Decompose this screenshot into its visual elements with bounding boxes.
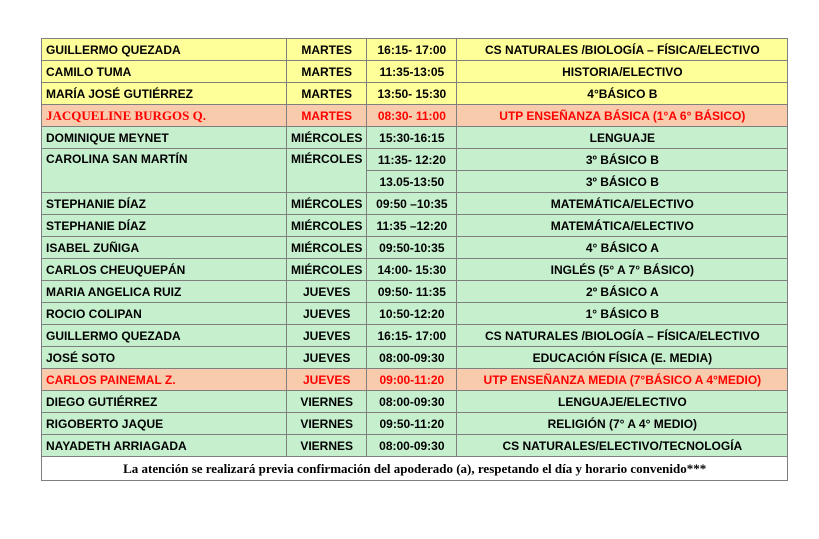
teacher-name: CARLOS CHEUQUEPÁN <box>42 259 287 281</box>
table-row <box>42 391 788 413</box>
teacher-name: CARLOS PAINEMAL Z. <box>42 369 287 391</box>
subject-cell: 2º BÁSICO A <box>457 281 788 303</box>
subject-cell: INGLÉS (5° A 7° BÁSICO) <box>457 259 788 281</box>
teacher-name: STEPHANIE DÍAZ <box>42 215 287 237</box>
time-cell: 10:50-12:20 <box>367 303 457 325</box>
subject-cell: 4° BÁSICO A <box>457 237 788 259</box>
subject-cell: UTP ENSEÑANZA MEDIA (7°BÁSICO A 4°MEDIO) <box>457 369 788 391</box>
teacher-name: GUILLERMO QUEZADA <box>42 39 287 61</box>
day-cell: MIÉRCOLES <box>287 193 367 215</box>
table-row-highlighted <box>42 369 788 391</box>
day-cell: JUEVES <box>287 281 367 303</box>
time-cell: 11:35-13:05 <box>367 61 457 83</box>
day-cell: VIERNES <box>287 413 367 435</box>
table-row <box>42 61 788 83</box>
day-cell: MARTES <box>287 61 367 83</box>
table-row <box>42 347 788 369</box>
day-cell: VIERNES <box>287 435 367 457</box>
time-cell: 09:50-10:35 <box>367 237 457 259</box>
teacher-name: JACQUELINE BURGOS Q. <box>42 105 287 127</box>
day-cell: MIÉRCOLES <box>287 237 367 259</box>
day-cell: MIÉRCOLES <box>287 149 367 193</box>
time-cell: 11:35- 12:20 <box>367 149 457 171</box>
teacher-name: CAROLINA SAN MARTÍN <box>42 149 287 193</box>
time-cell: 14:00- 15:30 <box>367 259 457 281</box>
table-row <box>42 149 788 171</box>
table-row <box>42 259 788 281</box>
teacher-name: MARIA ANGELICA RUIZ <box>42 281 287 303</box>
subject-cell: RELIGIÓN (7° A 4° MEDIO) <box>457 413 788 435</box>
time-cell: 08:30- 11:00 <box>367 105 457 127</box>
day-cell: VIERNES <box>287 391 367 413</box>
time-cell: 08:00-09:30 <box>367 435 457 457</box>
footer-note: La atención se realizará previa confirmación del apoderado (a), respetando el día y horario convenido*** <box>42 457 788 481</box>
day-cell: MARTES <box>287 39 367 61</box>
teacher-name: STEPHANIE DÍAZ <box>42 193 287 215</box>
teacher-name: ROCIO COLIPAN <box>42 303 287 325</box>
subject-cell: UTP ENSEÑANZA BÁSICA (1°A 6° BÁSICO) <box>457 105 788 127</box>
teacher-name: DOMINIQUE MEYNET <box>42 127 287 149</box>
subject-cell: 4°BÁSICO B <box>457 83 788 105</box>
table-row <box>42 215 788 237</box>
subject-cell: MATEMÁTICA/ELECTIVO <box>457 215 788 237</box>
table-row <box>42 127 788 149</box>
time-cell: 09:00-11:20 <box>367 369 457 391</box>
subject-cell: CS NATURALES/ELECTIVO/TECNOLOGÍA <box>457 435 788 457</box>
footer-row <box>42 457 788 481</box>
time-cell: 13:50- 15:30 <box>367 83 457 105</box>
time-cell: 09:50-11:20 <box>367 413 457 435</box>
time-cell: 09:50- 11:35 <box>367 281 457 303</box>
table-row-highlighted <box>42 105 788 127</box>
table-row <box>42 83 788 105</box>
time-cell: 16:15- 17:00 <box>367 39 457 61</box>
day-cell: MIÉRCOLES <box>287 215 367 237</box>
teacher-name: RIGOBERTO JAQUE <box>42 413 287 435</box>
time-cell: 08:00-09:30 <box>367 391 457 413</box>
subject-cell: CS NATURALES /BIOLOGÍA – FÍSICA/ELECTIVO <box>457 325 788 347</box>
subject-cell: MATEMÁTICA/ELECTIVO <box>457 193 788 215</box>
table-row <box>42 325 788 347</box>
subject-cell: HISTORIA/ELECTIVO <box>457 61 788 83</box>
teacher-name: MARÍA JOSÉ GUTIÉRREZ <box>42 83 287 105</box>
teacher-name: GUILLERMO QUEZADA <box>42 325 287 347</box>
day-cell: MIÉRCOLES <box>287 259 367 281</box>
table-row <box>42 39 788 61</box>
day-cell: JUEVES <box>287 347 367 369</box>
teacher-name: NAYADETH ARRIAGADA <box>42 435 287 457</box>
teacher-name: JOSÉ SOTO <box>42 347 287 369</box>
day-cell: MIÉRCOLES <box>287 127 367 149</box>
subject-cell: 1° BÁSICO B <box>457 303 788 325</box>
table-row <box>42 281 788 303</box>
time-cell: 15:30-16:15 <box>367 127 457 149</box>
time-cell: 11:35 –12:20 <box>367 215 457 237</box>
table-row <box>42 303 788 325</box>
time-cell: 13.05-13:50 <box>367 171 457 193</box>
time-cell: 16:15- 17:00 <box>367 325 457 347</box>
teacher-name: ISABEL ZUÑIGA <box>42 237 287 259</box>
day-cell: JUEVES <box>287 303 367 325</box>
day-cell: JUEVES <box>287 369 367 391</box>
subject-cell: CS NATURALES /BIOLOGÍA – FÍSICA/ELECTIVO <box>457 39 788 61</box>
subject-cell: 3º BÁSICO B <box>457 149 788 171</box>
day-cell: JUEVES <box>287 325 367 347</box>
subject-cell: EDUCACIÓN FÍSICA (E. MEDIA) <box>457 347 788 369</box>
day-cell: MARTES <box>287 105 367 127</box>
subject-cell: 3º BÁSICO B <box>457 171 788 193</box>
teacher-name: CAMILO TUMA <box>42 61 287 83</box>
table-row <box>42 193 788 215</box>
day-cell: MARTES <box>287 83 367 105</box>
table-row <box>42 237 788 259</box>
time-cell: 09:50 –10:35 <box>367 193 457 215</box>
teacher-name: DIEGO GUTIÉRREZ <box>42 391 287 413</box>
subject-cell: LENGUAJE/ELECTIVO <box>457 391 788 413</box>
time-cell: 08:00-09:30 <box>367 347 457 369</box>
table-row <box>42 413 788 435</box>
subject-cell: LENGUAJE <box>457 127 788 149</box>
table-row <box>42 435 788 457</box>
schedule-table <box>41 38 788 481</box>
